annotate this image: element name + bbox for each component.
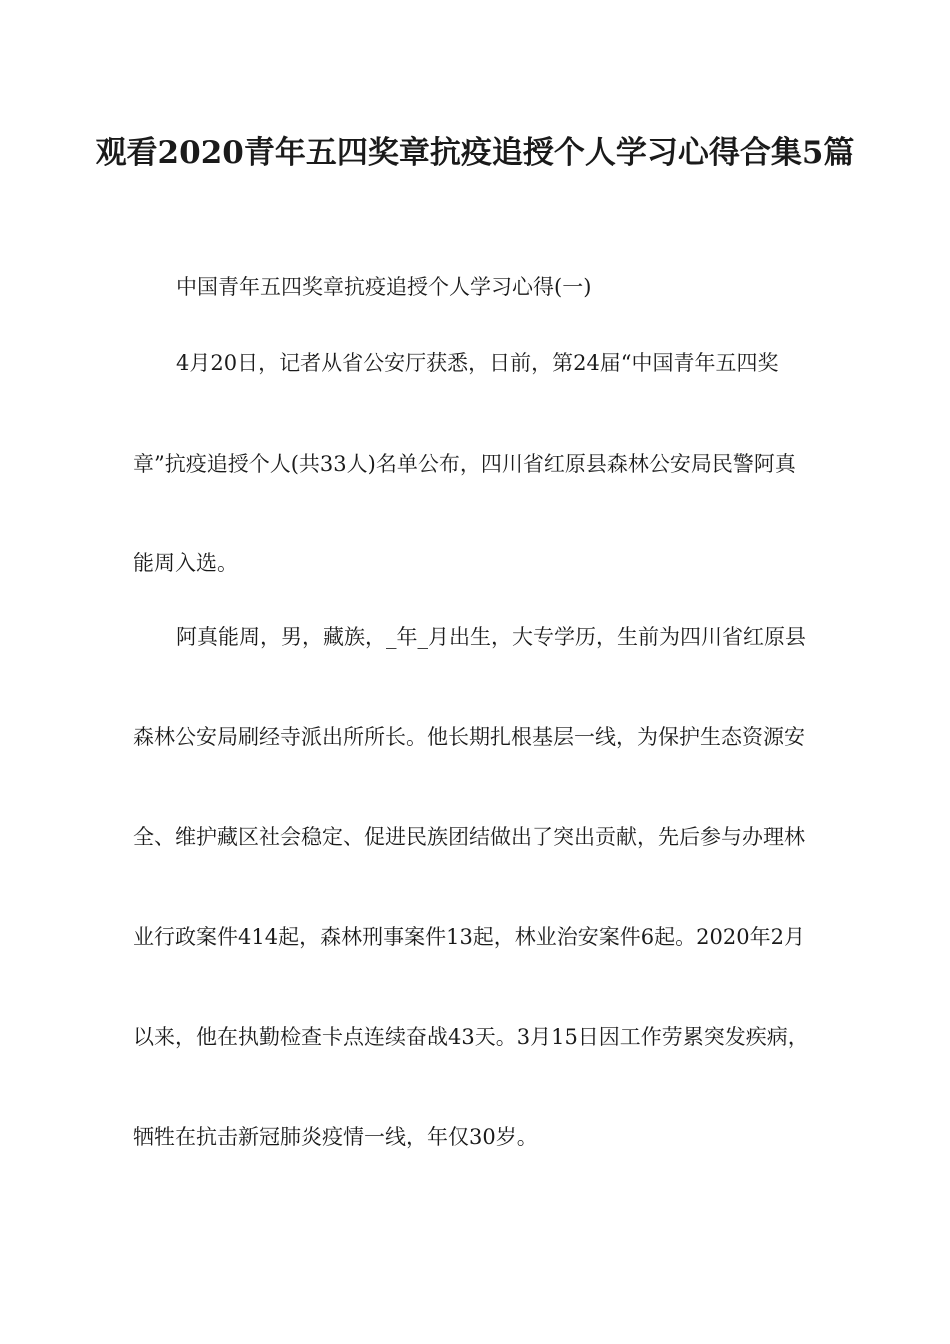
paragraph-line: 能周入选。 <box>133 551 238 575</box>
paragraph-line: 业行政案件414起，森林刑事案件13起，林业治安案件6起。2020年2月 <box>133 925 805 949</box>
paragraph-line: 牺牲在抗击新冠肺炎疫情一线，年仅30岁。 <box>133 1125 538 1149</box>
paragraph-line: 森林公安局刷经寺派出所所长。他长期扎根基层一线，为保护生态资源安 <box>133 725 805 749</box>
paragraph-line: 阿真能周，男，藏族，_年_月出生，大专学历，生前为四川省红原县 <box>176 625 806 649</box>
paragraph-line: 全、维护藏区社会稳定、促进民族团结做出了突出贡献，先后参与办理林 <box>133 825 805 849</box>
document-title: 观看2020青年五四奖章抗疫追授个人学习心得合集5篇 <box>95 135 855 171</box>
paragraph-line: 章”抗疫追授个人(共33人)名单公布，四川省红原县森林公安局民警阿真 <box>133 452 796 476</box>
paragraph-line: 4月20日，记者从省公安厅获悉，日前，第24届“中国青年五四奖 <box>176 351 779 375</box>
section-heading: 中国青年五四奖章抗疫追授个人学习心得(一) <box>176 275 592 299</box>
paragraph-line: 以来，他在执勤检查卡点连续奋战43天。3月15日因工作劳累突发疾病， <box>133 1025 809 1049</box>
